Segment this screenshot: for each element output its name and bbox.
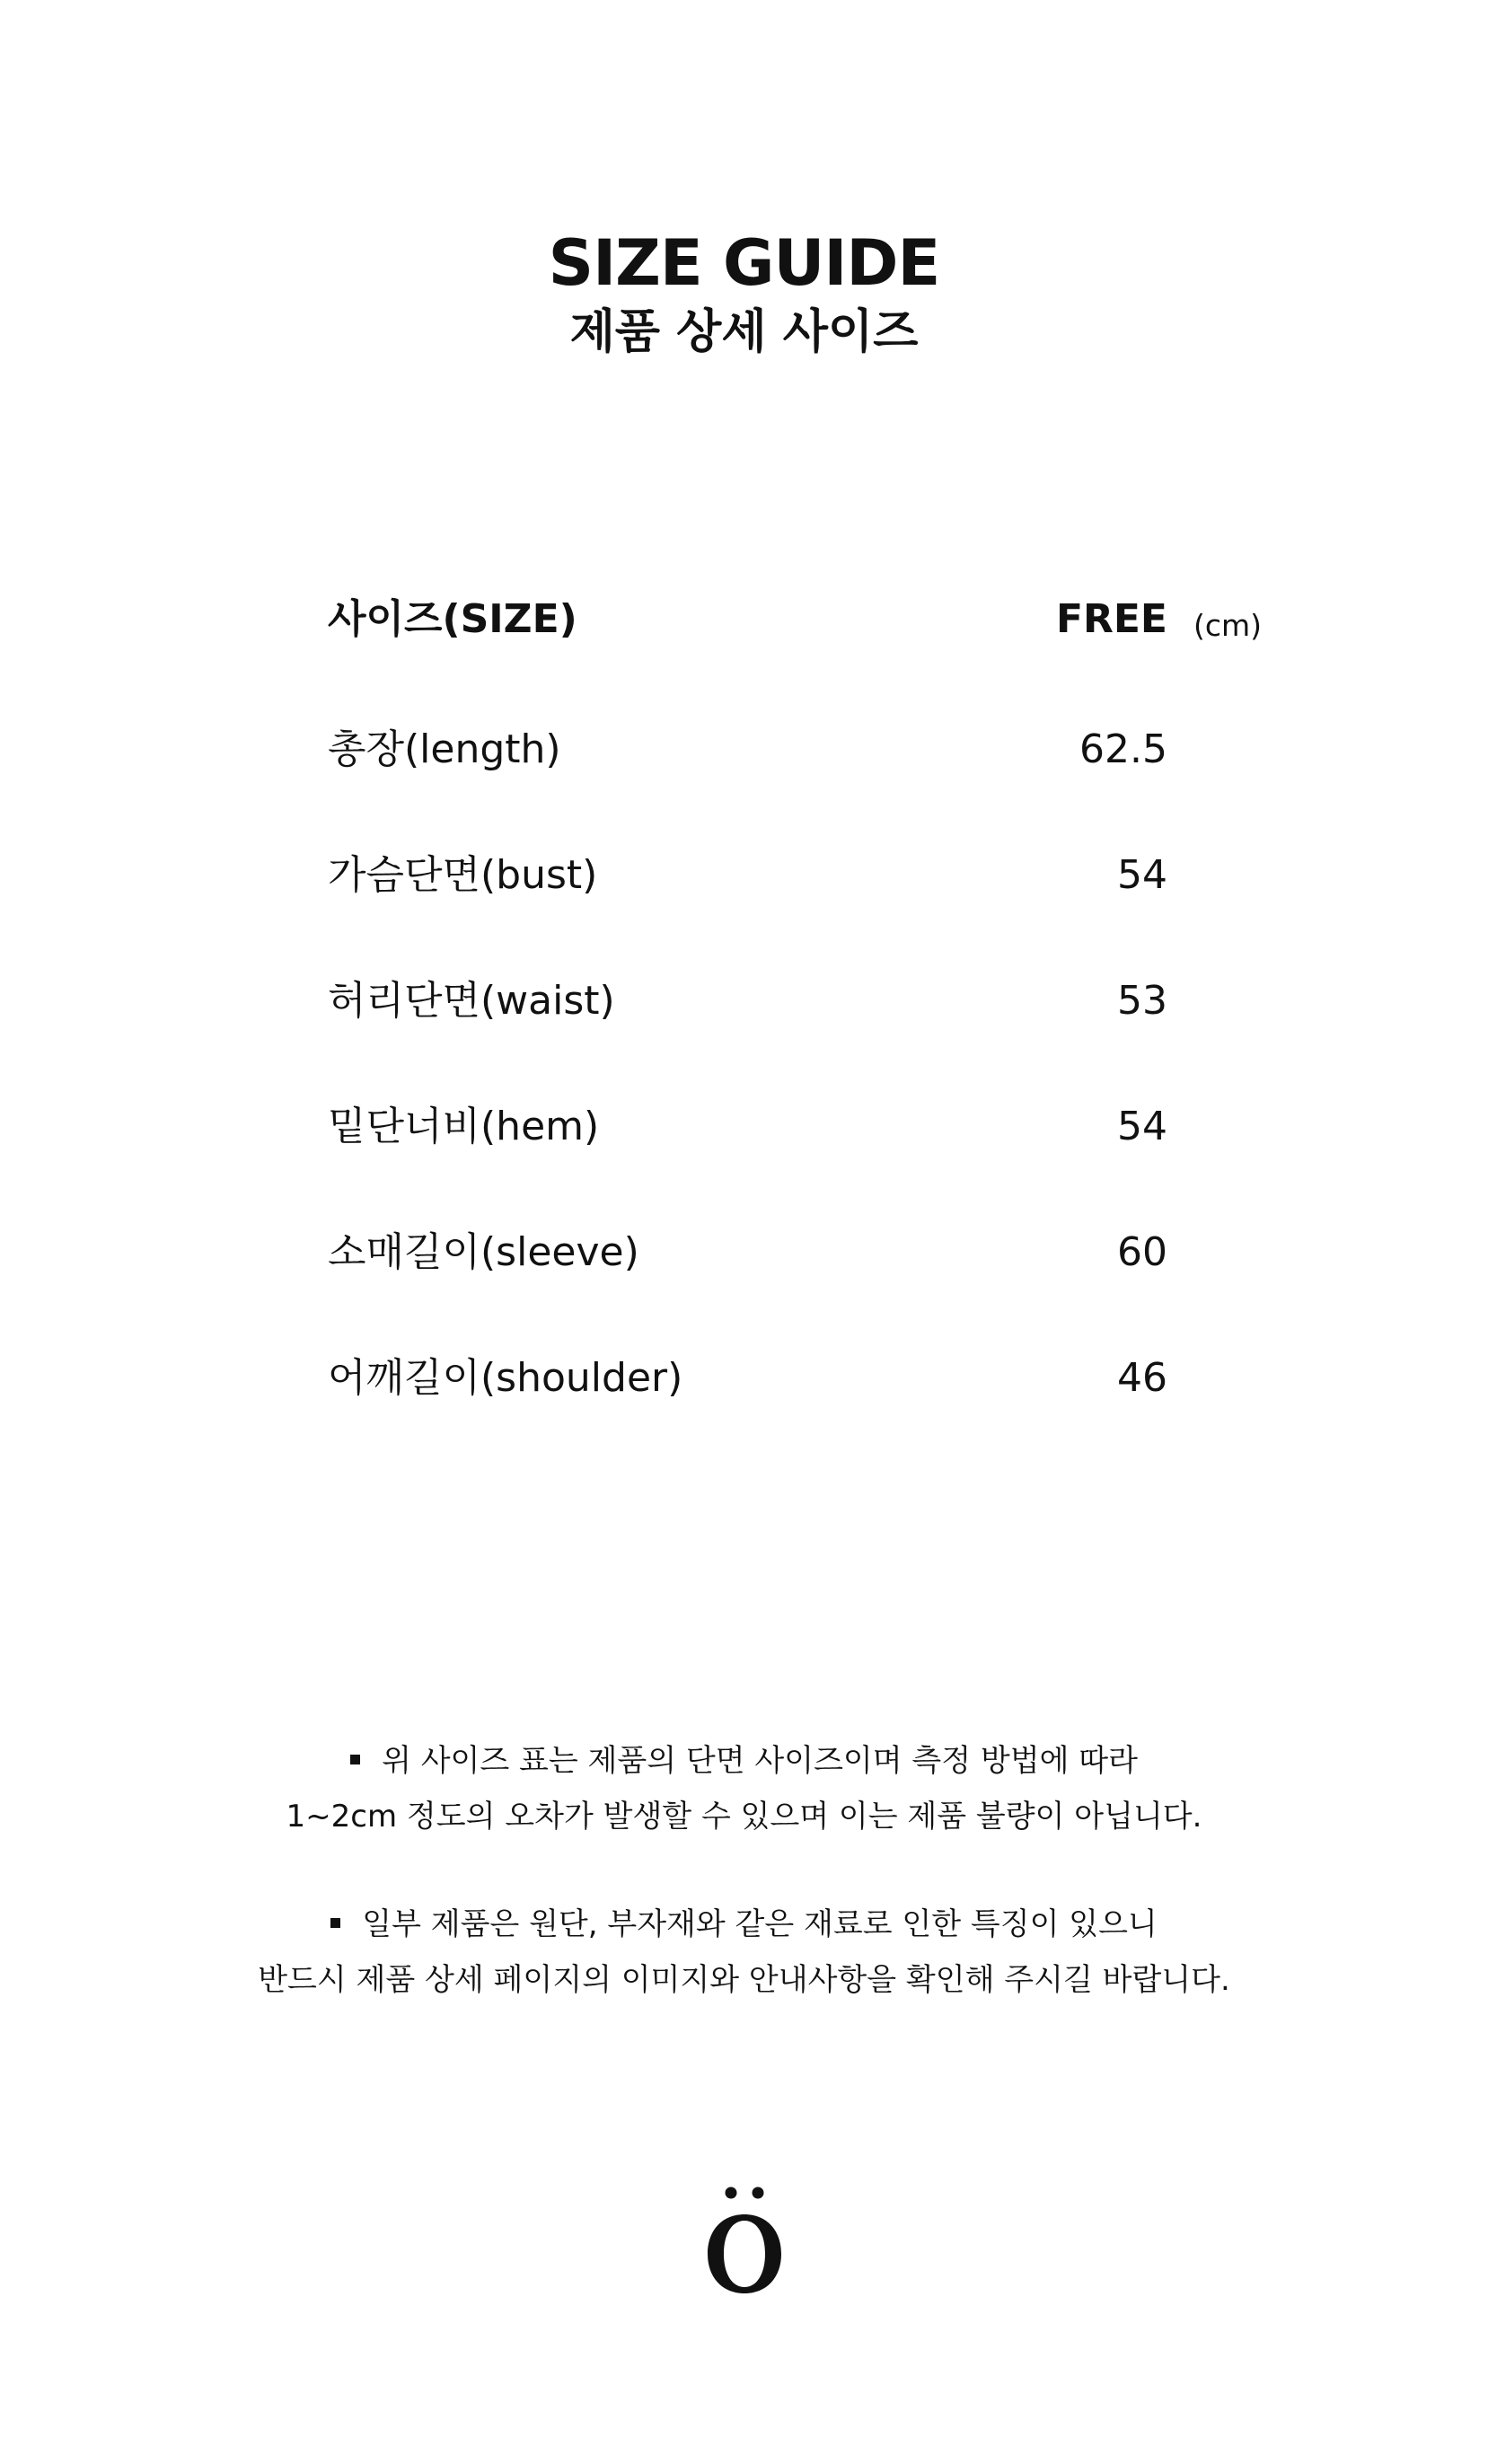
note-item [0, 1733, 1488, 1844]
measurement-value: 54 [1117, 852, 1167, 898]
measurement-value: 54 [1117, 1104, 1167, 1149]
o-umlaut-logo-icon [700, 2182, 788, 2299]
table-row [328, 705, 1262, 831]
size-notes [0, 1733, 1488, 2060]
note-text: 일부 제품은 원단, 부자재와 같은 재료로 인한 특징이 있으니 [362, 1906, 1158, 1942]
measurement-label: 가슴단면(bust) [328, 852, 598, 898]
bullet-icon [350, 1755, 360, 1764]
size-column-header: 사이즈(SIZE) [328, 596, 577, 642]
size-table [328, 575, 1262, 1459]
measurement-label: 소매길이(sleeve) [328, 1229, 639, 1275]
measurement-label: 어깨길이(shoulder) [328, 1355, 683, 1401]
page-subtitle: 제품 상세 사이즈 [569, 305, 919, 359]
size-table-header [328, 575, 1262, 705]
measurement-label: 밑단너비(hem) [328, 1104, 600, 1149]
table-row [328, 1082, 1262, 1208]
measurement-label: 허리단면(waist) [328, 978, 615, 1024]
note-item [0, 1896, 1488, 2008]
note-text: 위 사이즈 표는 제품의 단면 사이즈이며 측정 방법에 따라 [382, 1743, 1138, 1779]
measurement-label: 총장(length) [328, 726, 561, 772]
measurement-value: 53 [1117, 978, 1167, 1024]
table-row [328, 1208, 1262, 1333]
note-line [0, 1896, 1488, 1952]
table-row [328, 831, 1262, 956]
measurement-value: 62.5 [1079, 726, 1167, 772]
note-line [0, 1733, 1488, 1789]
free-size-header: FREE [1055, 596, 1167, 642]
unit-label: (cm) [1193, 608, 1262, 643]
note-line: 1~2cm 정도의 오차가 발생할 수 있으며 이는 제품 불량이 아닙니다. [286, 1799, 1202, 1835]
measurement-value: 46 [1117, 1355, 1167, 1401]
table-row [328, 1333, 1262, 1459]
note-line: 반드시 제품 상세 페이지의 이미지와 안내사항을 확인해 주시길 바랍니다. [258, 1962, 1230, 1998]
measurement-value: 60 [1117, 1229, 1167, 1275]
bullet-icon [330, 1918, 340, 1928]
table-row [328, 956, 1262, 1082]
page-title: SIZE GUIDE [548, 226, 940, 300]
